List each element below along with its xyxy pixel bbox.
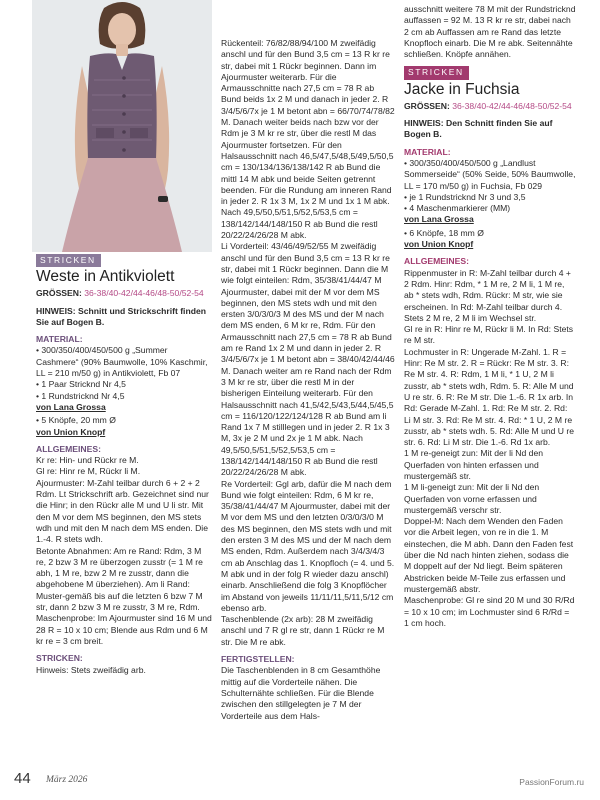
supplier-union-knopf: von Union Knopf: [404, 239, 474, 250]
pattern-title: Jacke in Fuchsia: [404, 80, 520, 98]
general-item: Maschenprobe: Im Ajourmuster sind 16 M und 28 R = 10 x 10 cm; Blende aus Rdm und 6 M kr re = 3 cm breit.: [36, 613, 212, 646]
instruction-paragraph-back: Rückenteil: 76/82/88/94/100 M zweifädig anschl und für den Bund 3,5 cm = 13 R kr re str, dabei mit 1 Rückr beginnen. Dann im Ajourmuster weiterarb. Für die Armausschnitte nach 27,5 cm = 78 R ab Bund beids 1x 2 M und danach in jeder 2. R 3/4/5/6/7x je 1 M betont abn = 66/70/74/78/82 M. Danach weiter beids nach bzw vor der Rdm je 3 M kr re str, über die restl M das Ajourmuster fortsetzen. Für den Halsausschnitt nach 46,5/47,5/48,5/49,5/50,5 cm = 130/134/136/138/142 R ab Bund die mittl 14 M abk und beide Seiten getrennt beenden. Für die Rundung am inneren Rand in jeder 2. R 1x 3 M, 1x 2 M und 1x 1 M abk. Nach 49,5/50,5/51,5/52,5/53,5 cm = 138/142/144/148/150 R ab Bund die restl 20/22/24/26/28 M abk.: [221, 38, 395, 241]
material-item: • 4 Maschenmarkierer (MM): [404, 203, 511, 214]
material-heading: MATERIAL:: [36, 334, 83, 345]
general-item: Gl re in R: Hinr re M, Rückr li M. In Rd: Stets re M str.: [404, 324, 574, 346]
general-item: Ajourmuster: M-Zahl teilbar durch 6 + 2 + 2 Rdm. Lt Strickschrift arb. Gezeichnet sind nur die Hinr; in den Rückr alle M und U li str. Mit den M vor dem MS beginnen, den MS stets wdh und mit den M nach dem MS enden. Die 1.-4. R stets wdh.: [36, 477, 209, 545]
hint-text: HINWEIS: Schnitt und Strickschrift finden Sie auf Bogen B.: [36, 305, 206, 327]
knit-heading: STRICKEN:: [36, 653, 83, 664]
instruction-paragraph-pocket: Taschenblende (2x arb): 28 M zweifädig anschl und 7 R gl re str, dann 1 Rückr re M str. Die M re abk.: [221, 614, 385, 647]
watermark-site: PassionForum.ru: [519, 777, 584, 787]
general-item: 1 M li-geneigt zun: Mit der li Nd den Querfaden von vorne erfassen und mustergemäß verschr str.: [404, 482, 540, 515]
general-item: Lochmuster in R: Ungerade M-Zahl. 1. R = Hinr: Re M str. 2. R = Rückr: Re M str. 3. R: Re M str. 4. R: Rdm, 1 M li, * 1 U, 2 M li zusstr, ab * stets wdh, Rdm. 5. R: Alle M und U re str. 6. R: Re M str. Die 1.-6. R 1x arb. In Rd: Gerade M-Zahl. 1. Rd: Re M str. 2. Rd: Li M str. 3. Rd: Re M str. 4. Rd: * 1 U, 2 M re zusstr, ab * stets wdh. 5. Rd: Alle M und U re str. 6. Rd: Li M str. Die 1.-6. Rd 1x arb.: [404, 346, 575, 448]
material-item: • 1 Paar Stricknd Nr 4,5: [36, 379, 126, 390]
instruction-paragraph-right-front: Re Vorderteil: Ggl arb, dafür die M nach dem Bund wie folgt einteilen: Rdm, 6 M kr re, 35/38/41/44/47 M Ajourmuster, dabei mit der M vor dem MS und den letzten 0/3/0/3/0 M des MS beginnen, den MS stets wdh und mit den ersten 3 M des MS und der M nach dem MS enden, Rdm. Außerdem nach 3/4/3/4/3 cm ab Anschlag das 1. Knopfloch (= 4. und 5. M abk und in der folg R wieder dazu anschl) einarb. Anschließend die folg 3 Knopflöcher im Abstand von jeweils 11/11/11,5/11,5/12 cm ebenso arb.: [221, 478, 395, 613]
left-column-vest: [36, 254, 212, 676]
sizes-values: 36-38/40-42/44-46/48-50/52-54: [452, 100, 572, 111]
middle-column: [221, 38, 395, 722]
general-heading: ALLGEMEINES:: [404, 256, 469, 267]
sizes-values: 36-38/40-42/44-46/48-50/52-54: [84, 288, 204, 299]
material-item: • 6 Knöpfe, 18 mm Ø: [404, 227, 484, 238]
general-item: 1 M re-geneigt zun: Mit der li Nd den Querfaden von hinten erfassen und mustergemäß str.: [404, 448, 543, 481]
finish-heading: FERTIGSTELLEN:: [221, 654, 295, 665]
general-item: Doppel-M: Nach dem Wenden den Faden vor die Arbeit legen, von re in die 1. M einstechen, die M abh. Dann den Faden fest über die Nd nach hinten ziehen, sodass die M doppelt auf der Nd liegt. Beim späteren Abstricken beide M-Teile zus erfassen und mustergemäß abstr.: [404, 516, 574, 594]
finish-text: Die Taschenblenden in 8 cm Gesamthöhe mittig auf die Vorderteile nähen. Die Schulternähte schließen. Für die Blende zwischen den stillgelegten je 7 M der Vorderteile aus dem Hals-: [221, 665, 381, 721]
issue-date: März 2026: [46, 775, 88, 785]
section-tag: STRICKEN: [404, 66, 469, 79]
sizes-label: GRÖSSEN:: [404, 100, 450, 111]
material-item: • je 1 Rundstricknd Nr 3 und 3,5: [404, 191, 526, 202]
model-illustration: [32, 0, 212, 252]
general-heading: ALLGEMEINES:: [36, 443, 101, 454]
right-column-jacket: [404, 4, 576, 629]
supplier-union-knopf: von Union Knopf: [36, 426, 106, 437]
pattern-title: Weste in Antikviolett: [36, 268, 175, 286]
continued-text: ausschnitt weitere 78 M mit der Rundstricknd auffassen = 92 M. 13 R kr re str, dabei nach 2 cm ab Auffassen am re Rand das letzte Knopfloch einarb. Die M re abk. Seitennähte schließen. Knöpfe annähen.: [404, 4, 576, 60]
supplier-lana-grossa: von Lana Grossa: [404, 214, 474, 225]
section-tag: STRICKEN: [36, 254, 101, 267]
product-photo-vest: [32, 0, 212, 252]
general-item: Kr re: Hin- und Rückr re M.: [36, 455, 139, 466]
material-item: • 1 Rundstricknd Nr 4,5: [36, 390, 125, 401]
material-heading: MATERIAL:: [404, 146, 451, 157]
general-item: Gl re: Hinr re M, Rückr li M.: [36, 466, 141, 477]
general-item: Maschenprobe: Gl re sind 20 M und 30 R/Rd = 10 x 10 cm; im Lochmuster sind 6 R/Rd = 1 cm hoch.: [404, 595, 575, 628]
hint-text: HINWEIS: Den Schnitt finden Sie auf Bogen B.: [404, 118, 553, 140]
material-item: • 300/350/400/450/500 g „Landlust Sommerseide“ (50% Seide, 50% Baumwolle, LL = 170 m/50 g) in Fuchsia, Fb 029: [404, 157, 576, 191]
knit-text: Hinweis: Stets zweifädig arb.: [36, 664, 146, 675]
material-item: • 300/350/400/450/500 g „Summer Cashmere“ (90% Baumwolle, 10% Kaschmir, LL = 210 m/50 g) in Antikviolett, Fb 07: [36, 345, 208, 379]
supplier-lana-grossa: von Lana Grossa: [36, 401, 106, 412]
sizes-line: [36, 288, 212, 299]
general-item: Rippenmuster in R: M-Zahl teilbar durch 4 + 2 Rdm. Hinr: Rdm, * 1 M re, 2 M li, 1 M re, ab * stets wdh, Rdm. Rückr: M str, wie sie erscheinen. In Rd: M-Zahl teilbar durch 4. Stets 2 M re, 2 M li im Wechsel str.: [404, 267, 571, 323]
instruction-paragraph-left-front: Li Vorderteil: 43/46/49/52/55 M zweifädig anschl und für den Bund 3,5 cm = 13 R kr re str, dabei mit 1 Rückr beginnen. Dann die M wie folgt einteilen: Rdm, 35/38/41/44/47 M Ajourmuster, dabei mit der M vor dem MS beginnen, den MS stets wdh und mit den ersten 3/0/3/0/3 M des MS und der M nach dem MS enden, 6 M kr re, Rdm. Für den Armausschnitt nach 27,5 cm = 78 R ab Bund am re Rand 1x 2 M und dann in jeder 2. R 3/4/5/6/7x je 1 M betont abn = 38/40/42/44/46 M. Danach weiter am re Rand nach der Rdm 3 M kr re str, über die restl M in der bisherigen Einteilung weiterarb. Für den Halsausschnitt nach 41,5/42,5/43,5/44,5/45,5 cm = 116/120/122/124/128 R ab Bund am li Rand 1x 7 M stilllegen und in jeder 2. R 1x 3 M, 3x je 2 M und 2x je 1 M abk. Nach 49,5/50,5/51,5/52,5/53,5 cm = 138/142/144/148/150 R ab Bund die restl 20/22/24/26/28 M abk.: [221, 241, 395, 478]
sizes-label: GRÖSSEN:: [36, 288, 82, 299]
general-item: Betonte Abnahmen: Am re Rand: Rdm, 3 M re, 2 bzw 3 M re überzogen zusstr (= 1 M re abh, 1 M re, bzw 2 M re zusstr, dann die abgehobene M überziehen). Am li Rand: Muster-gemäß bis auf die letzten 6 bzw 7 M str, dann 2 bzw 3 M re zusstr, 3 M re, Rdm.: [36, 545, 203, 613]
sizes-line: [404, 101, 576, 112]
page-footer: [14, 770, 586, 792]
material-item: • 5 Knöpfe, 20 mm Ø: [36, 415, 116, 426]
page-number: 44: [14, 770, 31, 787]
